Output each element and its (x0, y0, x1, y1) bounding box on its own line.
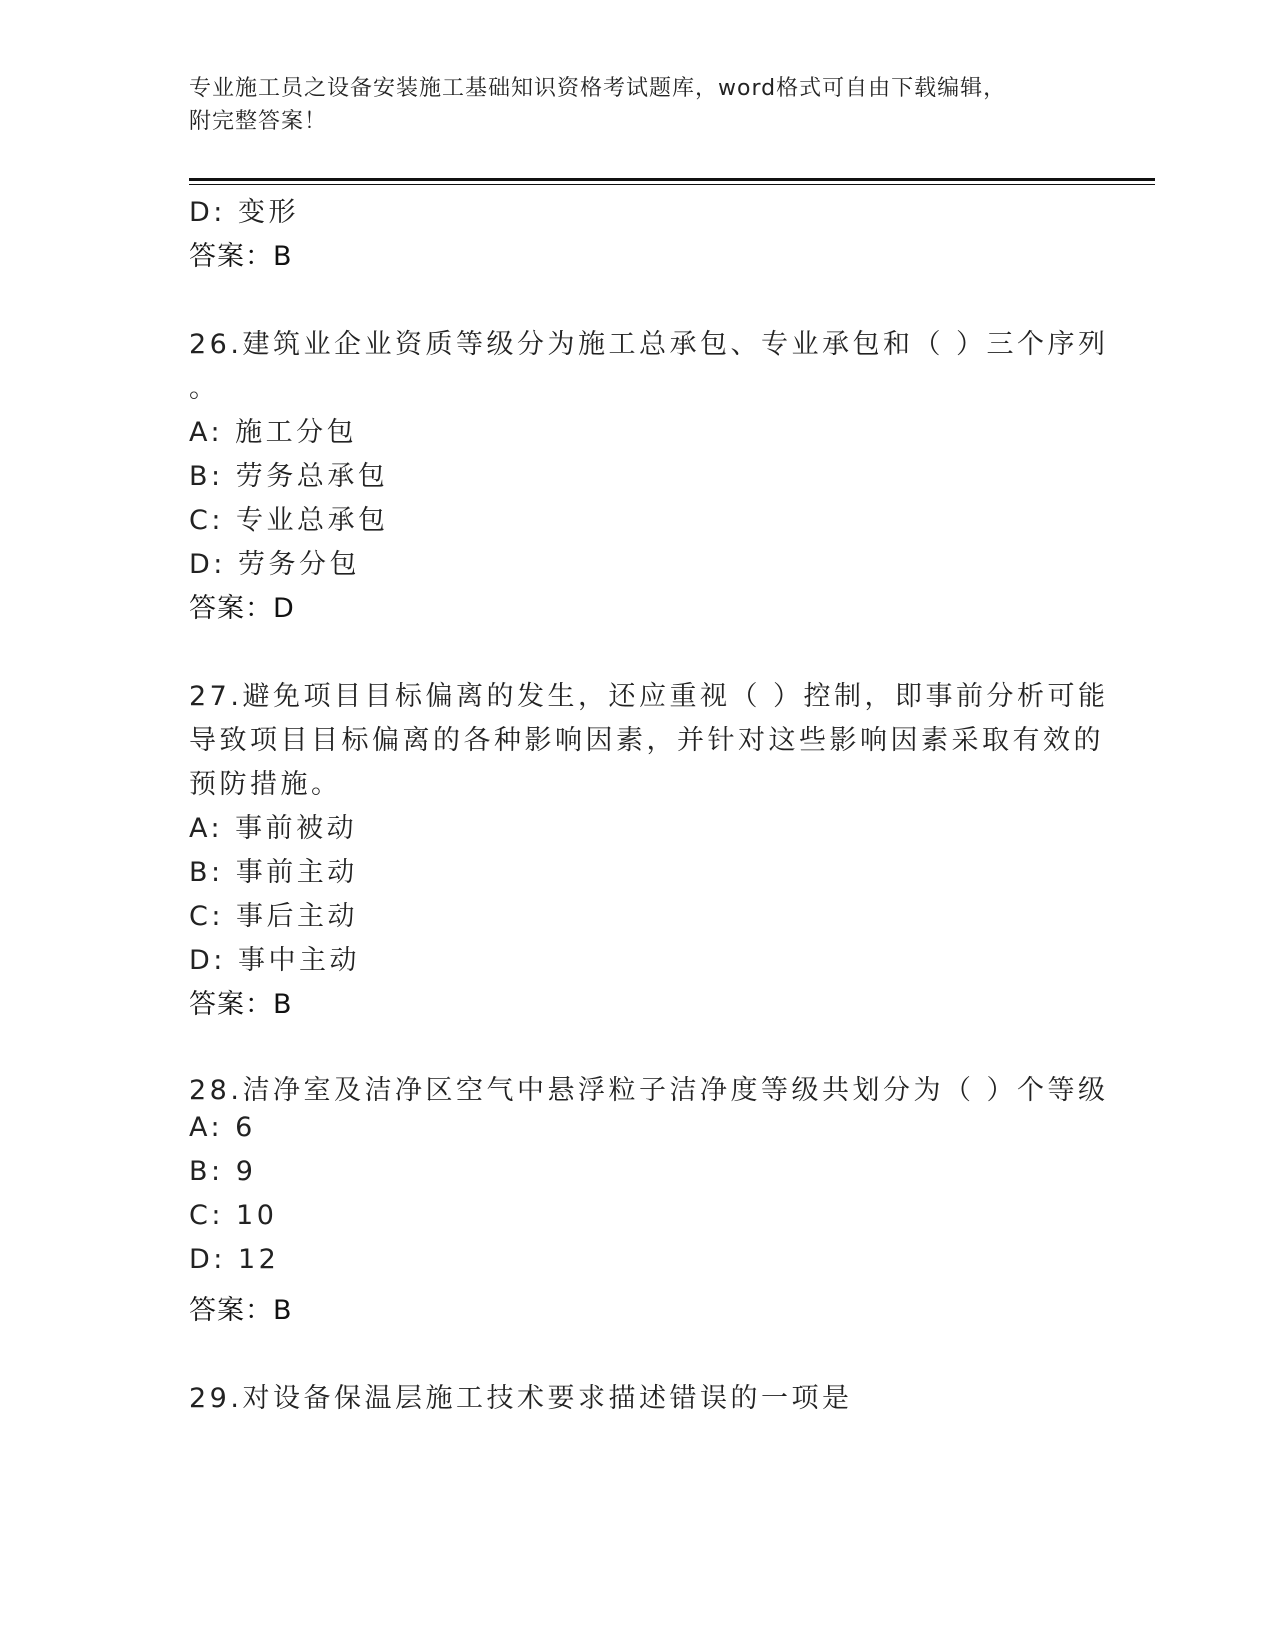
header-divider-thin (189, 184, 1155, 185)
q27-stem-line-3: 预防措施。 (189, 769, 342, 800)
q26-option-d: D: 劳务分包 (189, 549, 360, 580)
q27-option-a: A: 事前被动 (189, 813, 358, 844)
q26-answer: 答案：D (189, 593, 295, 624)
q27-stem-line-2: 导致项目目标偏离的各种影响因素，并针对这些影响因素采取有效的 (189, 725, 1104, 756)
q25-option-d: D: 变形 (189, 197, 299, 228)
q28-answer: 答案：B (189, 1295, 293, 1326)
q26-stem-line-2: 。 (189, 373, 220, 404)
header-line-1: 专业施工员之设备安装施工基础知识资格考试题库，word格式可自由下载编辑， (189, 76, 1007, 101)
q28-option-a: A: 6 (189, 1112, 256, 1143)
q27-option-d: D: 事中主动 (189, 945, 360, 976)
q29-stem-line-1: 29.对设备保温层施工技术要求描述错误的一项是 (189, 1383, 853, 1414)
q27-option-b: B: 事前主动 (189, 857, 358, 888)
document-header (189, 72, 1069, 138)
q28-stem-line-1: 28.洁净室及洁净区空气中悬浮粒子洁净度等级共划分为（ ）个等级 (189, 1075, 1109, 1106)
q26-option-a: A: 施工分包 (189, 417, 358, 448)
q27-stem-line-1: 27.避免项目目标偏离的发生，还应重视（ ）控制，即事前分析可能 (189, 681, 1109, 712)
q25-answer: 答案：B (189, 241, 293, 272)
q28-option-c: C: 10 (189, 1200, 278, 1231)
q26-option-c: C: 专业总承包 (189, 505, 389, 536)
q27-option-c: C: 事后主动 (189, 901, 359, 932)
header-line-2: 附完整答案！ (189, 109, 328, 134)
q26-option-b: B: 劳务总承包 (189, 461, 389, 492)
q28-option-d: D: 12 (189, 1244, 280, 1275)
q28-option-b: B: 9 (189, 1156, 257, 1187)
q27-answer: 答案：B (189, 989, 293, 1020)
header-divider-thick (189, 178, 1155, 181)
q26-stem-line-1: 26.建筑业企业资质等级分为施工总承包、专业承包和（ ）三个序列 (189, 329, 1109, 360)
